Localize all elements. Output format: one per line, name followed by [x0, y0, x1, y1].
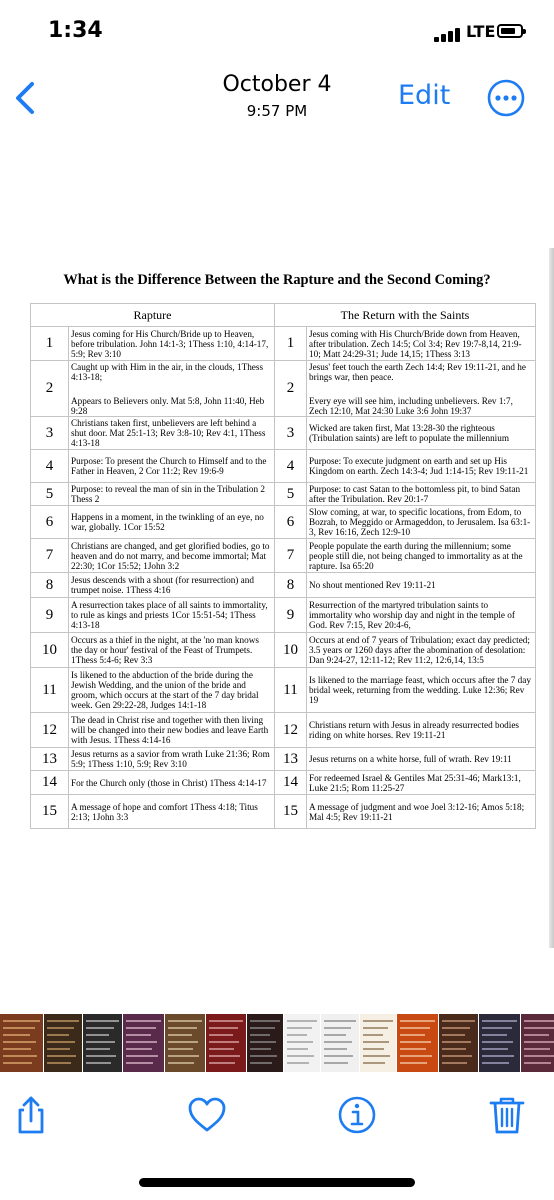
edit-button[interactable]: Edit: [398, 80, 451, 111]
return-row-number: 1: [275, 327, 307, 361]
heart-icon[interactable]: [186, 1094, 228, 1136]
photo-thumbnail[interactable]: [123, 1014, 164, 1072]
table-body: [31, 327, 536, 829]
rapture-cell: A resurrection takes place of all saints to immortality, to rule as kings and priests 1Cor 15:51-54; 1Thess 4:13-18: [69, 598, 275, 633]
network-label: LTE: [466, 22, 496, 41]
return-cell: A message of judgment and woe Joel 3:12-16; Amos 5:18; Mal 4:5; Rev 19:11-21: [307, 795, 536, 829]
table-row: [31, 713, 536, 748]
return-row-number: 11: [275, 668, 307, 713]
photo-thumbnail[interactable]: [360, 1014, 396, 1072]
return-row-number: 5: [275, 483, 307, 506]
photo-thumbnail[interactable]: [247, 1014, 283, 1072]
table-row: [31, 417, 536, 450]
return-row-number: 8: [275, 573, 307, 598]
rapture-row-number: 5: [31, 483, 69, 506]
document-image: [0, 228, 554, 964]
table-row: [31, 573, 536, 598]
rapture-row-number: 4: [31, 450, 69, 483]
table-row: [31, 598, 536, 633]
rapture-cell: Purpose: to reveal the man of sin in the Tribulation 2 Thess 2: [69, 483, 275, 506]
rapture-cell: Happens in a moment, in the twinkling of an eye, no war, globally. 1Cor 15:52: [69, 506, 275, 539]
return-cell: Is likened to the marriage feast, which occurs after the 7 day bridal week, returning from the wedding. Luke 12:36; Rev 19: [307, 668, 536, 713]
rapture-row-number: 3: [31, 417, 69, 450]
return-cell: Jesus returns on a white horse, full of wrath. Rev 19:11: [307, 748, 536, 771]
photo-thumbnail[interactable]: [521, 1014, 554, 1072]
header-rapture: Rapture: [31, 304, 275, 327]
info-icon[interactable]: [336, 1094, 378, 1136]
rapture-cell: A message of hope and comfort 1Thess 4:18; Titus 2:13; 1John 3:3: [69, 795, 275, 829]
home-indicator[interactable]: [139, 1178, 415, 1187]
photo-thumbnail[interactable]: [83, 1014, 122, 1072]
table-row: [31, 771, 536, 795]
rapture-cell: The dead in Christ rise and together with then living will be changed into their new bodies and leave Earth with Jesus. 1Thess 4:14-16: [69, 713, 275, 748]
table-row: [31, 539, 536, 573]
rapture-row-number: 15: [31, 795, 69, 829]
photo-date: October 4: [222, 72, 332, 97]
table-row: [31, 633, 536, 668]
photo-thumbnail[interactable]: [397, 1014, 438, 1072]
return-row-number: 15: [275, 795, 307, 829]
return-cell: Jesus coming with His Church/Bride down from Heaven, after tribulation. Zech 14:5; Col 3:4; Rev 19:7-8,14, 21:9-10; Matt 24:29-31; Jude 14,15; 1Thess 3:13: [307, 327, 536, 361]
rapture-cell: Occurs as a thief in the night, at the 'no man knows the day or hour' festival of the Feast of Trumpets. 1Thess 5:4-6; Rev 3:3: [69, 633, 275, 668]
return-row-number: 12: [275, 713, 307, 748]
return-cell: Wicked are taken first, Mat 13:28-30 the righteous (Tribulation saints) are left to populate the millennium: [307, 417, 536, 450]
rapture-row-number: 10: [31, 633, 69, 668]
document-title: What is the Difference Between the Rapture and the Second Coming?: [63, 272, 491, 288]
photo-thumbnail[interactable]: [284, 1014, 320, 1072]
return-cell: Purpose: To execute judgment on earth and set up His Kingdom on earth. Zech 14:3-4; Jud 1:14-15; Rev 19:11-21: [307, 450, 536, 483]
rapture-cell-part: Appears to Believers only. Mat 5:8, John 11:40, Heb 9:28: [71, 395, 265, 416]
rapture-cell: Purpose: To present the Church to Himself and to the Father in Heaven, 2 Cor 11:2; Rev 19:6-9: [69, 450, 275, 483]
table-row: [31, 361, 536, 417]
rapture-row-number: 1: [31, 327, 69, 361]
return-row-number: 7: [275, 539, 307, 573]
table-row: [31, 327, 536, 361]
return-row-number: 4: [275, 450, 307, 483]
table-row: [31, 748, 536, 771]
thumbnail-strip[interactable]: [0, 1014, 554, 1072]
return-cell: Purpose: to cast Satan to the bottomless pit, to bind Satan after the Tribulation. Rev 20:1-7: [307, 483, 536, 506]
return-cell: Resurrection of the martyred tribulation saints to immortality who worship day and night in the temple of God. Rev 7:15, Rev 20:4-6,: [307, 598, 536, 633]
share-icon[interactable]: [10, 1094, 52, 1136]
battery-icon: [497, 24, 523, 38]
bottom-toolbar: [0, 1080, 554, 1150]
photo-thumbnail[interactable]: [479, 1014, 520, 1072]
status-bar: [0, 0, 554, 64]
photo-thumbnail[interactable]: [206, 1014, 246, 1072]
rapture-row-number: 7: [31, 539, 69, 573]
ellipsis-circle-icon[interactable]: [486, 78, 526, 118]
table-row: [31, 483, 536, 506]
return-row-number: 2: [275, 361, 307, 417]
return-cell: Christians return with Jesus in already resurrected bodies riding on white horses. Rev 19:11-21: [307, 713, 536, 748]
return-cell: For redeemed Israel & Gentiles Mat 25:31-46; Mark13:1, Luke 21:5; Rom 11:25-27: [307, 771, 536, 795]
return-cell: No shout mentioned Rev 19:11-21: [307, 573, 536, 598]
return-cell: Slow coming, at war, to specific locations, from Edom, to Bozrah, to Meggido or Armageddon, to Jerusalem. Isa 63:1-3, Rev 16:16, Zech 12:9-10: [307, 506, 536, 539]
table-header-row: [31, 304, 536, 327]
rapture-row-number: 14: [31, 771, 69, 795]
status-time: 1:34: [48, 18, 103, 43]
rapture-cell: Christians taken first, unbelievers are left behind a shut door. Mat 25:1-13; Rev 3:8-10; Rev 4:1, 1Thess 4:13-18: [69, 417, 275, 450]
table-row: [31, 795, 536, 829]
return-row-number: 10: [275, 633, 307, 668]
photo-thumbnail[interactable]: [165, 1014, 205, 1072]
table-row: [31, 506, 536, 539]
return-row-number: 9: [275, 598, 307, 633]
return-cell: [307, 361, 536, 417]
rapture-row-number: 6: [31, 506, 69, 539]
photo-thumbnail[interactable]: [44, 1014, 82, 1072]
rapture-row-number: 8: [31, 573, 69, 598]
photo-thumbnail[interactable]: [439, 1014, 478, 1072]
return-row-number: 13: [275, 748, 307, 771]
return-row-number: 14: [275, 771, 307, 795]
rapture-row-number: 11: [31, 668, 69, 713]
return-row-number: 3: [275, 417, 307, 450]
rapture-cell: Jesus returns as a savior from wrath Luke 21:36; Rom 5:9; 1Thess 1:10, 5:9; Rev 3:10: [69, 748, 275, 771]
comparison-table: [30, 303, 536, 829]
rapture-row-number: 13: [31, 748, 69, 771]
photo-time: 9:57 PM: [246, 102, 308, 120]
return-row-number: 6: [275, 506, 307, 539]
rapture-cell: For the Church only (those in Christ) 1Thess 4:14-17: [69, 771, 275, 795]
table-row: [31, 668, 536, 713]
rapture-cell: [69, 361, 275, 417]
photo-thumbnail[interactable]: [0, 1014, 43, 1072]
photo-thumbnail[interactable]: [321, 1014, 359, 1072]
rapture-cell: Christians are changed, and get glorified bodies, go to heaven and do not marry, and become immortal; Mat 22:30; 1Cor 15:52; 1John 3:2: [69, 539, 275, 573]
return-cell: People populate the earth during the millennium; some people still die, not being changed to immortality as at the rapture. Isa 65:20: [307, 539, 536, 573]
rapture-row-number: 9: [31, 598, 69, 633]
rapture-cell-part: Caught up with Him in the air, in the clouds, 1Thess 4:13-18;: [71, 361, 264, 382]
rapture-cell: Jesus coming for His Church/Bride up to Heaven, before tribulation. John 14:1-3; 1Thess 1:10, 4:14-17, 5:9; Rev 3:10: [69, 327, 275, 361]
return-cell-part: Jesus' feet touch the earth Zech 14:4; Rev 19:11-21, and he brings war, then peace.: [309, 361, 526, 382]
trash-icon[interactable]: [486, 1094, 528, 1136]
rapture-row-number: 12: [31, 713, 69, 748]
rapture-row-number: 2: [31, 361, 69, 417]
return-cell-part: Every eye will see him, including unbelievers. Rev 1:7, Zech 12:10, Mat 24:30 Luke 3:6 John 19:37: [309, 395, 513, 416]
rapture-cell: Is likened to the abduction of the bride during the Jewish Wedding, and the union of the bride and groom, which occurs at the start of the 7 day bridal week. Gen 29:22-28, Judges 14:1-18: [69, 668, 275, 713]
page-edge-shadow: [549, 248, 554, 948]
nav-bar: [0, 64, 554, 128]
header-return: The Return with the Saints: [275, 304, 536, 327]
table-row: [31, 450, 536, 483]
return-cell: Occurs at end of 7 years of Tribulation; exact day predicted; 3.5 years or 1260 days after the abomination of desolation: Dan 9:24-27, 12:11-12; Rev 11:2, 12:6,14, 13:5: [307, 633, 536, 668]
signal-strength-icon: [434, 26, 464, 42]
rapture-cell: Jesus descends with a shout (for resurrection) and trumpet noise. 1Thess 4:16: [69, 573, 275, 598]
